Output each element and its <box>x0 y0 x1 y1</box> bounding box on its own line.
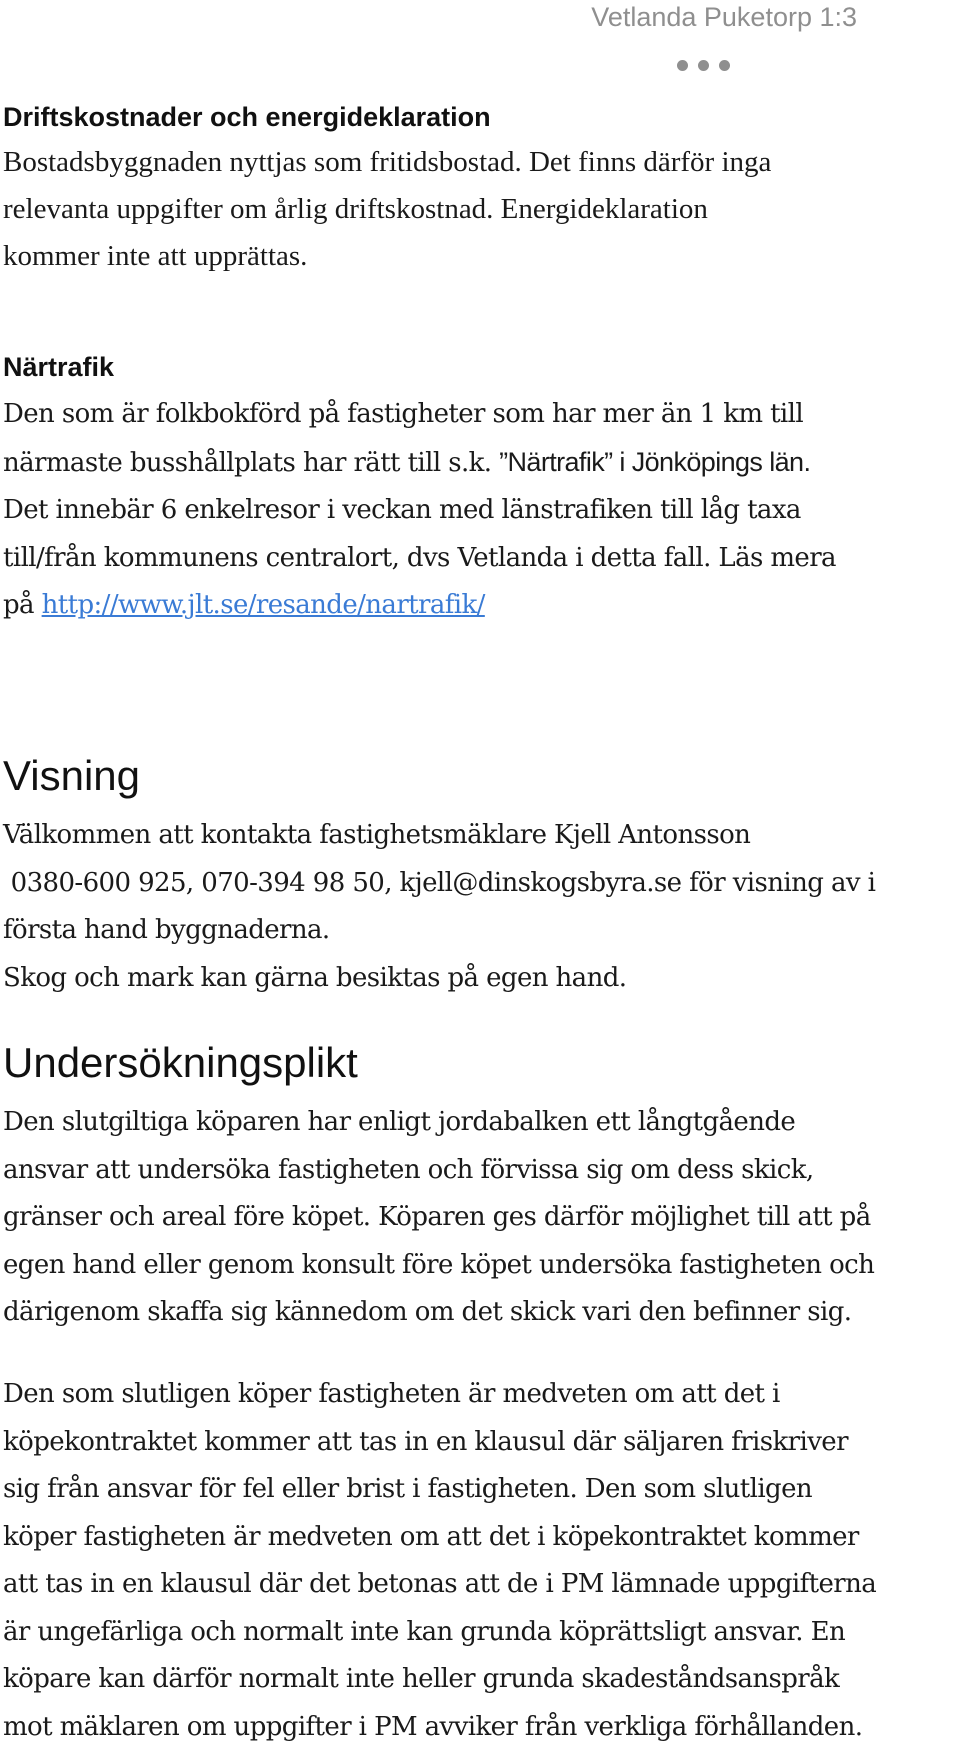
section-heading-undersokning: Undersökningsplikt <box>3 1039 358 1086</box>
paragraph-line: relevanta uppgifter om årlig driftskostnad. Energideklaration <box>3 193 708 225</box>
paragraph-line: Den slutgiltiga köparen har enligt jordabalken ett långtgående <box>3 1107 796 1137</box>
paragraph-line: Bostadsbyggnaden nyttjas som fritidsbostad. Det finns därför inga <box>3 146 772 178</box>
dot <box>719 60 730 71</box>
paragraph-line: Det innebär 6 enkelresor i veckan med länstrafiken till låg taxa <box>3 495 801 525</box>
dot <box>677 60 688 71</box>
paragraph-line: därigenom skaffa sig kännedom om det skick vari den befinner sig. <box>3 1297 852 1327</box>
paragraph-line: första hand byggnaderna. <box>3 915 330 945</box>
more-horizontal-icon[interactable] <box>677 60 730 71</box>
section-heading-visning: Visning <box>3 752 140 799</box>
nartrafik-paragraph <box>3 391 958 630</box>
paragraph-line <box>3 439 958 488</box>
paragraph-line: Välkommen att kontakta fastighetsmäklare Kjell Antonsson <box>3 820 751 850</box>
paragraph-line: 0380-600 925, 070-394 98 50, kjell@dinskogsbyra.se för visning av i <box>3 867 876 898</box>
paragraph-line: är ungefärliga och normalt inte kan grunda köprättsligt ansvar. En <box>3 1616 846 1647</box>
paragraph-line: gränser och areal före köpet. Köparen ges därför möjlighet till att på <box>3 1202 871 1232</box>
paragraph-line: att tas in en klausul där det betonas att de i PM lämnade uppgifterna <box>3 1569 877 1599</box>
paragraph-text: på <box>3 590 42 620</box>
paragraph-text: ”Närtrafik” i Jönköpings län. <box>499 446 811 477</box>
paragraph-line: Den som är folkbokförd på fastigheter som har mer än 1 km till <box>3 399 804 429</box>
paragraph-text: närmaste busshållplats har rätt till s.k. <box>3 447 500 478</box>
nartrafik-link[interactable]: http://www.jlt.se/resande/nartrafik/ <box>41 590 485 620</box>
paragraph-line: mot mäklaren om uppgifter i PM avviker från verkliga förhållanden. <box>3 1711 863 1742</box>
paragraph-line: ansvar att undersöka fastigheten och förvissa sig om dess skick, <box>3 1154 814 1185</box>
paragraph-line: köpekontraktet kommer att tas in en klausul där säljaren friskriver <box>3 1426 848 1457</box>
undersokning-paragraph-1 <box>3 1099 958 1337</box>
paragraph-line: Den som slutligen köper fastigheten är medveten om att det i <box>3 1379 780 1409</box>
drift-paragraph <box>3 139 953 280</box>
dot <box>698 60 709 71</box>
paragraph-line: köper fastigheten är medveten om att det i köpekontraktet kommer <box>3 1521 859 1552</box>
document-header-title: Vetlanda Puketorp 1:3 <box>591 2 857 32</box>
section-heading-drift: Driftskostnader och energideklaration <box>3 102 491 132</box>
paragraph-line: köpare kan därför normalt inte heller grunda skadeståndsanspråk <box>3 1664 840 1694</box>
section-heading-nartrafik: Närtrafik <box>3 352 115 382</box>
visning-paragraph <box>3 812 958 1002</box>
paragraph-line: sig från ansvar för fel eller brist i fastigheten. Den som slutligen <box>3 1474 813 1504</box>
paragraph-line: egen hand eller genom konsult före köpet undersöka fastigheten och <box>3 1249 875 1280</box>
paragraph-line: till/från kommunens centralort, dvs Vetlanda i detta fall. Läs mera <box>3 542 836 573</box>
paragraph-line: kommer inte att upprättas. <box>3 240 308 272</box>
paragraph-line <box>3 582 958 630</box>
undersokning-paragraph-2 <box>3 1371 958 1751</box>
paragraph-line: Skog och mark kan gärna besiktas på egen hand. <box>3 962 627 993</box>
